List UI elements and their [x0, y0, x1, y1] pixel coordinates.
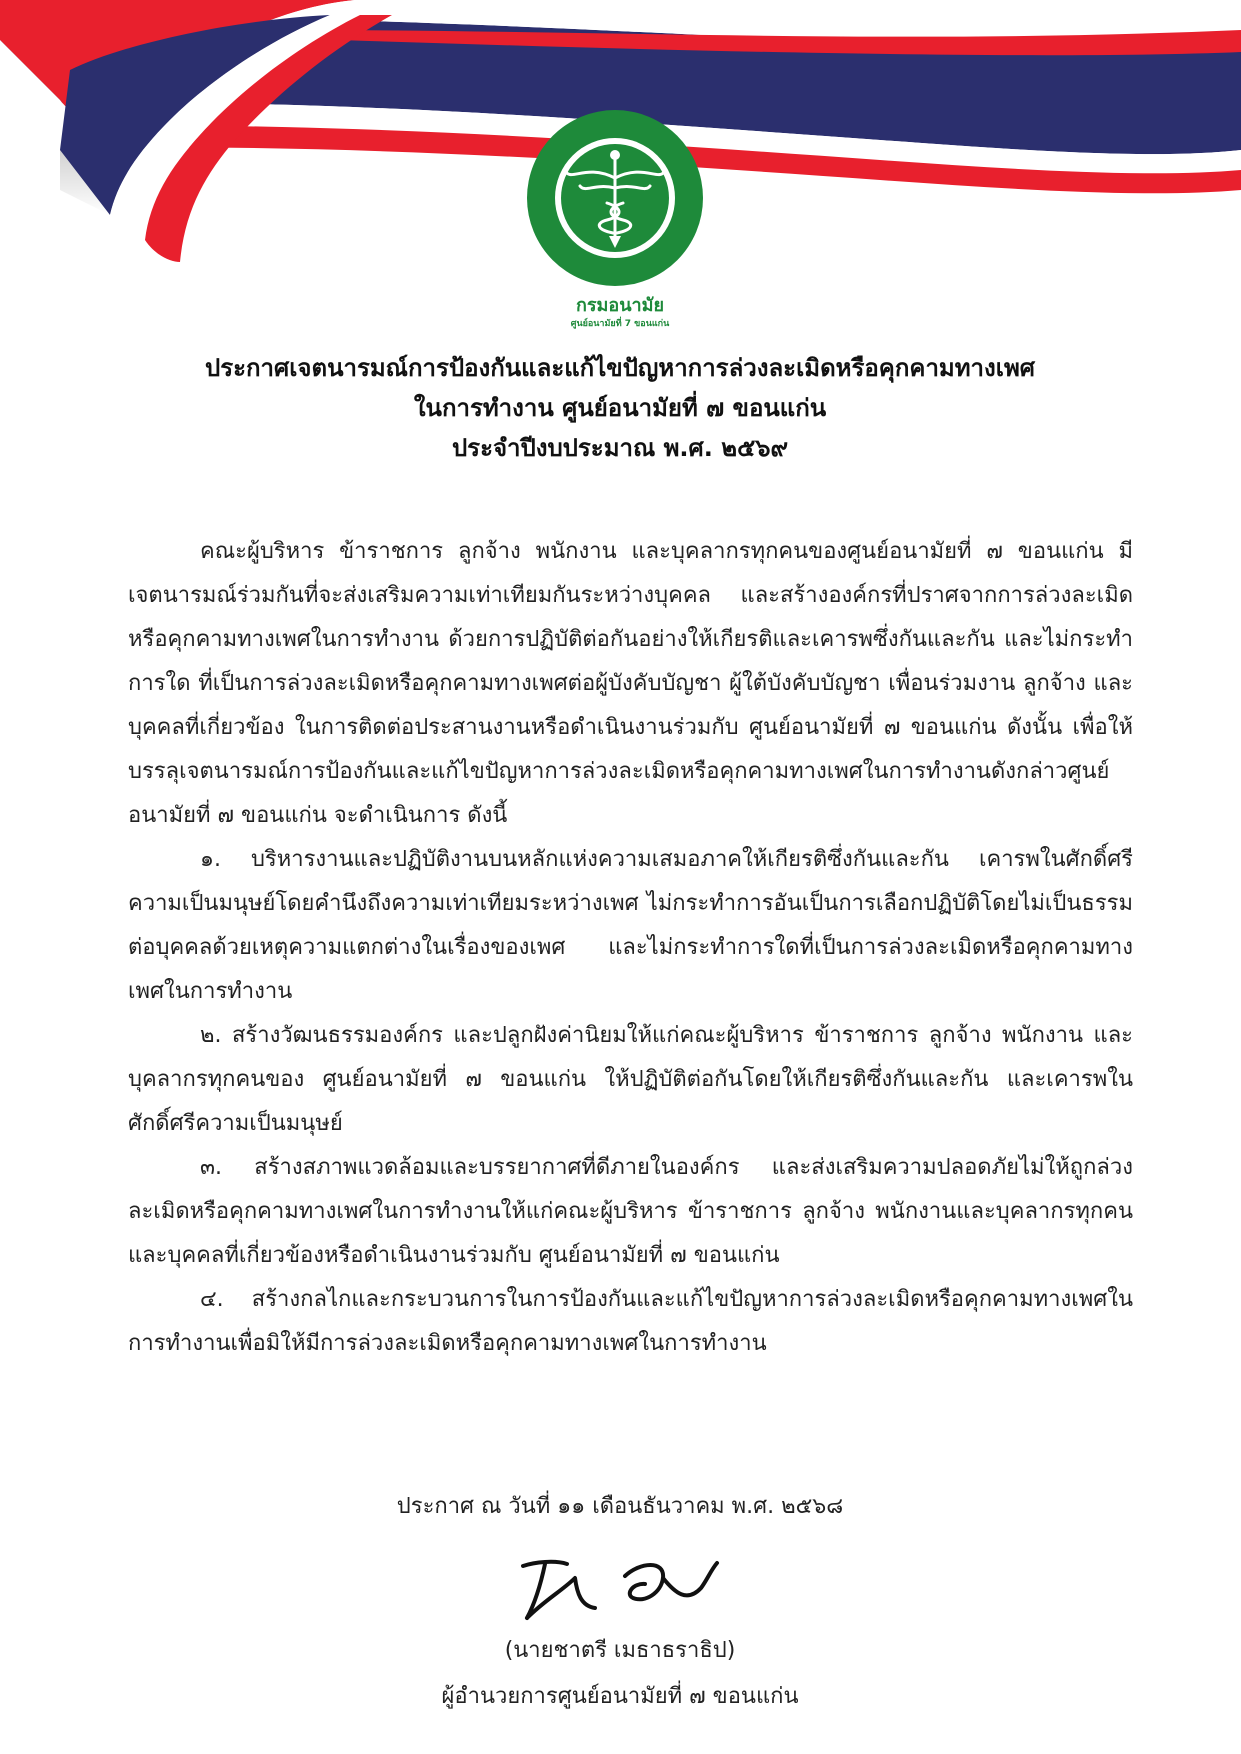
policy-item-1: ๑. บริหารงานและปฏิบัติงานบนหลักแห่งความเสมอภาคให้เกียรติซึ่งกันและกัน เคารพในศักดิ์ศรีความเป็นมนุษย์โดยคำนึงถึงความเท่าเทียมระหว่างเพศ ไม่กระทำการอันเป็นการเลือกปฏิบัติโดยไม่เป็นธรรมต่อบุคคลด้วยเหตุความแตกต่างในเรื่องของเพศ และไม่กระทำการใดที่เป็นการล่วงละเมิดหรือคุกคามทางเพศในการทำงาน — [128, 847, 1133, 1004]
announcement-body — [128, 530, 1133, 1366]
director-signature — [505, 1548, 735, 1626]
signer-position: ผู้อำนวยการศูนย์อนามัยที่ ๗ ขอนแก่น — [441, 1684, 799, 1709]
intro-paragraph: คณะผู้บริหาร ข้าราชการ ลูกจ้าง พนักงาน และบุคลากรทุกคนของศูนย์อนามัยที่ ๗ ขอนแก่น มีเจตนารมณ์ร่วมกันที่จะส่งเสริมความเท่าเทียมกันระหว่างบุคคล และสร้างองค์กรที่ปราศจากการล่วงละเมิดหรือคุกคามทางเพศในการทำงาน ด้วยการปฏิบัติต่อกันอย่างให้เกียรติและเคารพซึ่งกันและกัน และไม่กระทำการใด ที่เป็นการล่วงละเมิดหรือคุกคามทางเพศต่อผู้บังคับบัญชา ผู้ใต้บังคับบัญชา เพื่อนร่วมงาน ลูกจ้าง และบุคคลที่เกี่ยวข้อง ในการติดต่อประสานงานหรือดำเนินงานร่วมกับ ศูนย์อนามัยที่ ๗ ขอนแก่น ดังนั้น เพื่อให้บรรลุเจตนารมณ์การป้องกันและแก้ไขปัญหาการล่วงละเมิดหรือคุกคามทางเพศในการทำงานดังกล่าวศูนย์อนามัยที่ ๗ ขอนแก่น จะดำเนินการ ดังนี้ — [128, 539, 1133, 828]
document-title-line-2: ในการทำงาน ศูนย์อนามัยที่ ๗ ขอนแก่น — [413, 394, 827, 422]
signer-name: (นายชาตรี เมธาธราธิป) — [504, 1638, 736, 1663]
announcement-date: ประกาศ ณ วันที่ ๑๑ เดือนธันวาคม พ.ศ. ๒๕๖๘ — [396, 1494, 844, 1519]
policy-item-2: ๒. สร้างวัฒนธรรมองค์กร และปลูกฝังค่านิยมให้แก่คณะผู้บริหาร ข้าราชการ ลูกจ้าง พนักงาน และบุคลากรทุกคนของ ศูนย์อนามัยที่ ๗ ขอนแก่น ให้ปฏิบัติต่อกันโดยให้เกียรติซึ่งกันและกัน และเคารพในศักดิ์ศรีความเป็นมนุษย์ — [128, 1023, 1133, 1136]
document-title-line-3: ประจำปีงบประมาณ พ.ศ. ๒๕๖๙ — [451, 434, 789, 462]
policy-item-4: ๔. สร้างกลไกและกระบวนการในการป้องกันและแก้ไขปัญหาการล่วงละเมิดหรือคุกคามทางเพศในการทำงานเพื่อมิให้มีการล่วงละเมิดหรือคุกคามทางเพศในการทำงาน — [128, 1287, 1133, 1356]
document-title-line-1: ประกาศเจตนารมณ์การป้องกันและแก้ไขปัญหาการล่วงละเมิดหรือคุกคามทางเพศ — [204, 354, 1036, 382]
ministry-of-public-health-logo — [525, 108, 705, 288]
sub-department-name: ศูนย์อนามัยที่ 7 ขอนแก่น — [570, 319, 670, 329]
department-name: กรมอนามัย — [575, 295, 665, 316]
policy-item-3: ๓. สร้างสภาพแวดล้อมและบรรยากาศที่ดีภายในองค์กร และส่งเสริมความปลอดภัยไม่ให้ถูกล่วงละเมิดหรือคุกคามทางเพศในการทำงานให้แก่คณะผู้บริหาร ข้าราชการ ลูกจ้าง พนักงานและบุคลากรทุกคน และบุคคลที่เกี่ยวข้องหรือดำเนินงานร่วมกับ ศูนย์อนามัยที่ ๗ ขอนแก่น — [128, 1155, 1133, 1268]
